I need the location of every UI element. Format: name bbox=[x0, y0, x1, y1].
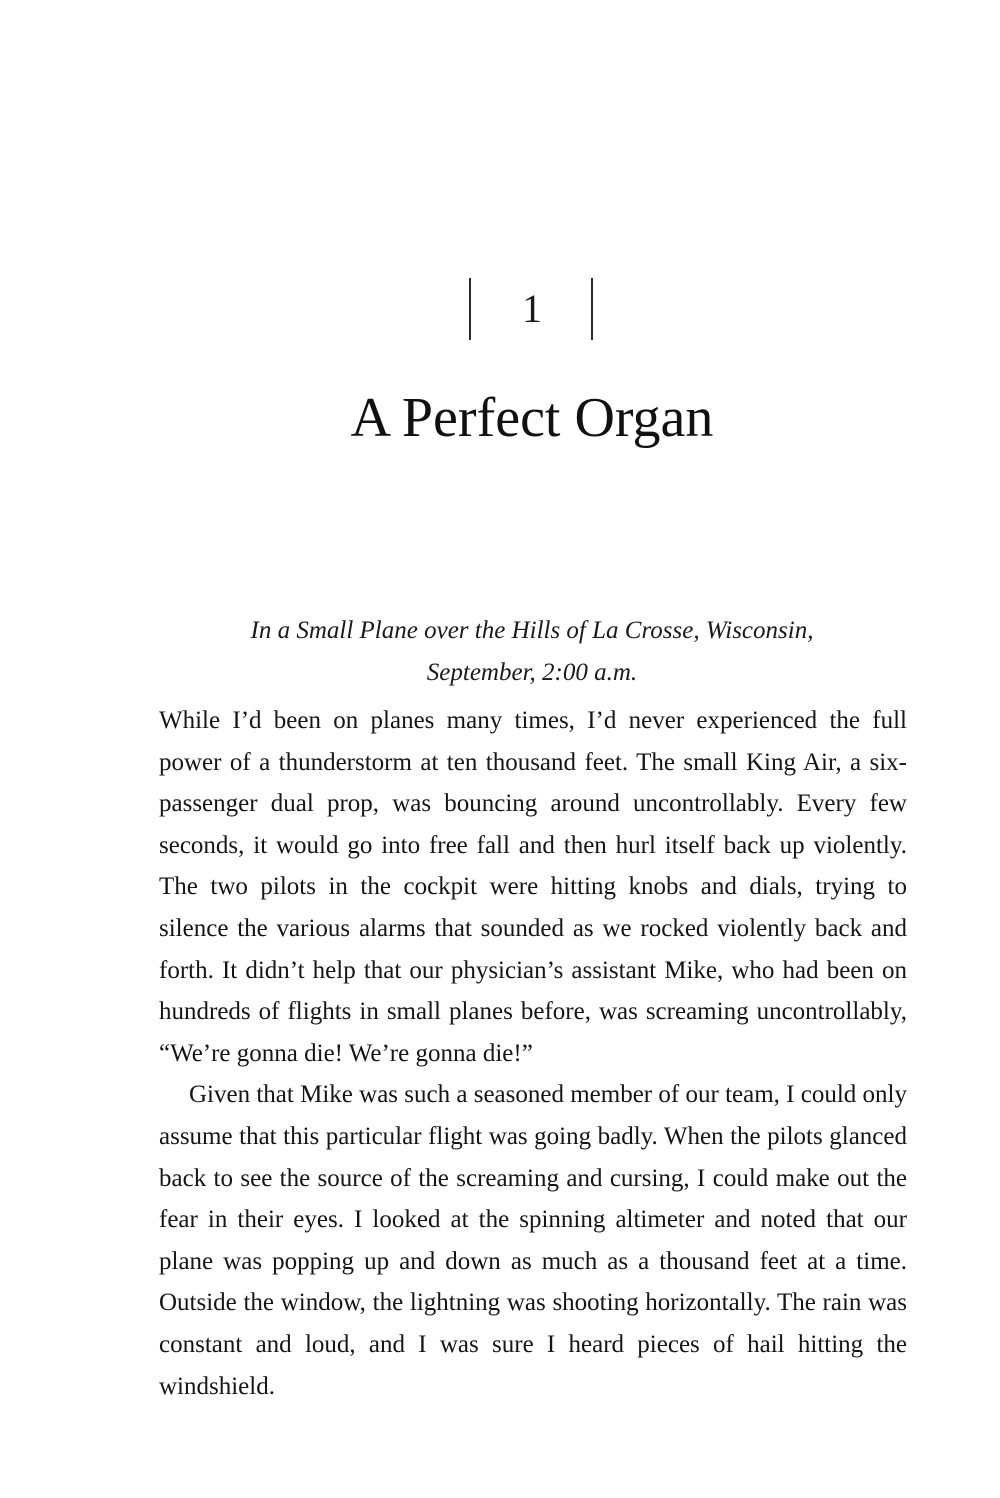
chapter-number-block bbox=[0, 278, 1000, 340]
chapter-rule-left bbox=[469, 278, 471, 340]
dateline bbox=[159, 610, 905, 694]
chapter-rule-right bbox=[591, 278, 593, 340]
paragraph: Given that Mike was such a seasoned member of our team, I could only assume that this particular flight was going badly. When the pilots glanced back to see the source of the screaming and cursing, I could make out the fear in their eyes. I looked at the spinning altimeter and noted that our plane was popping up and down as much as a thousand feet at a time. Outside the window, the lightning was shooting horizontally. The rain was constant and loud, and I was sure I heard pieces of hail hitting the windshield. bbox=[159, 1081, 907, 1400]
chapter-number: 1 bbox=[522, 286, 542, 331]
dateline-location: In a Small Plane over the Hills of La Crosse, Wisconsin, bbox=[250, 617, 814, 644]
paragraph: While I’d been on planes many times, I’d never experienced the full power of a thunderstorm at ten thousand feet. The small King Air, a six-passenger dual prop, was bouncing around uncontrollably. Every few seconds, it would go into free fall and then hurl itself back up violently. The two pilots in the cockpit were hitting knobs and dials, trying to silence the various alarms that sounded as we rocked violently back and forth. It didn’t help that our physician’s assistant Mike, who had been on hundreds of flights in small planes before, was screaming uncontrollably, “We’re gonna die! We’re gonna die!” bbox=[159, 707, 907, 1067]
dateline-time: September, 2:00 a.m. bbox=[426, 659, 638, 686]
body-text bbox=[159, 700, 907, 1407]
chapter-title: A Perfect Organ bbox=[350, 387, 714, 449]
